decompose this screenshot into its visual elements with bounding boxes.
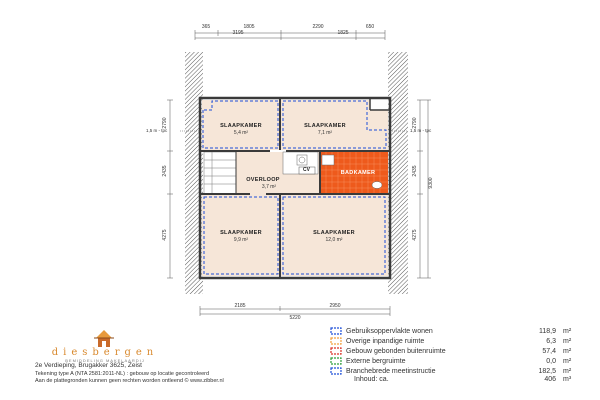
dim-right-3: 4275	[412, 229, 418, 241]
drawing-type: Tekening type A (NTA 2581:2011-NL) : gebouw op locatie gecontroleerd	[35, 371, 210, 377]
legend-unit: m²	[563, 367, 572, 375]
legend-row	[320, 326, 590, 336]
dim-top-total-1: 3195	[232, 30, 244, 36]
legend-row	[320, 346, 590, 356]
staircase	[204, 152, 236, 194]
height-mark-right: 1,5 m - tpc	[410, 128, 432, 133]
dim-bottom-2: 2950	[329, 303, 341, 309]
volume-value: 406	[544, 376, 556, 383]
legend-swatch-icon	[330, 327, 342, 335]
legend-swatch-icon	[330, 367, 342, 375]
room-name-slaapkamer-4: SLAAPKAMER	[313, 230, 355, 236]
toilet	[372, 182, 382, 189]
dim-left-1: 2790	[162, 117, 168, 129]
room-name-slaapkamer-1: SLAAPKAMER	[220, 123, 262, 129]
legend-swatch-icon	[330, 357, 342, 365]
dim-bottom-total: 5220	[289, 315, 301, 321]
room-area-slaapkamer-2: 7,1 m²	[317, 130, 333, 136]
legend-row	[320, 366, 590, 376]
room-area-slaapkamer-1: 5,4 m²	[233, 130, 249, 136]
floor-address: 2e Verdieping, Brugakker 3625, Zeist	[35, 362, 142, 369]
legend-label: Gebruiksoppervlakte wonen	[346, 327, 433, 335]
logo-tagline: BEMIDDELING MAKELAARDIJ	[65, 358, 145, 363]
legend-row	[320, 356, 590, 366]
legend-unit: m²	[563, 357, 572, 365]
room-name-badkamer: BADKAMER	[340, 170, 376, 176]
dim-right-2: 2435	[412, 165, 418, 177]
height-mark-left: 1,5 m - tpc	[146, 128, 168, 133]
volume-label: Inhoud: ca.	[354, 376, 389, 383]
legend-label: Branchebrede meetinstructie	[346, 367, 436, 375]
legend-unit: m²	[563, 347, 572, 355]
room-area-overloop: 3,7 m²	[261, 184, 277, 190]
legend-value: 0,0	[546, 357, 556, 365]
legend-value: 118,9	[539, 327, 556, 335]
dim-left-2: 2435	[162, 165, 168, 177]
legend-value: 182,5	[538, 367, 556, 375]
legend-unit: m²	[563, 337, 572, 345]
dim-left-3: 4275	[162, 229, 168, 241]
sink	[322, 155, 334, 165]
dim-top-4: 650	[365, 24, 375, 30]
legend-unit: m²	[563, 327, 572, 335]
room-name-slaapkamer-2: SLAAPKAMER	[304, 123, 346, 129]
room-area-slaapkamer-4: 12,0 m²	[325, 237, 343, 243]
legend-swatch-icon	[330, 347, 342, 355]
dim-bottom-1: 2185	[234, 303, 246, 309]
legend-row	[320, 336, 590, 346]
logo-icon	[93, 328, 115, 348]
cv-label: CV	[303, 167, 310, 173]
legend-label: Overige inpandige ruimte	[346, 337, 425, 345]
dim-right-total: 9300	[428, 177, 434, 189]
dim-right-1: 2790	[412, 117, 418, 129]
dim-top-total-2: 1825	[337, 30, 349, 36]
disclaimer: Aan de plattegronden kunnen geen rechten worden ontleend © www.zibber.nl	[35, 378, 224, 384]
dim-top-3: 2290	[312, 24, 324, 30]
legend-value: 57,4	[542, 347, 556, 355]
legend-label: Externe bergruimte	[346, 357, 406, 365]
room-name-overloop: OVERLOOP	[246, 177, 280, 183]
room-name-slaapkamer-3: SLAAPKAMER	[220, 230, 262, 236]
legend-label: Gebouw gebonden buitenruimte	[346, 347, 446, 355]
dim-top-1: 365	[201, 24, 211, 30]
dim-top-2: 1805	[243, 24, 255, 30]
logo-wordmark: diesbergen	[51, 347, 159, 358]
legend-value: 6,3	[546, 337, 556, 345]
volume-unit: m³	[563, 376, 572, 383]
washing-machine	[297, 155, 307, 165]
legend-swatch-icon	[330, 337, 342, 345]
room-area-slaapkamer-3: 9,9 m²	[233, 237, 249, 243]
